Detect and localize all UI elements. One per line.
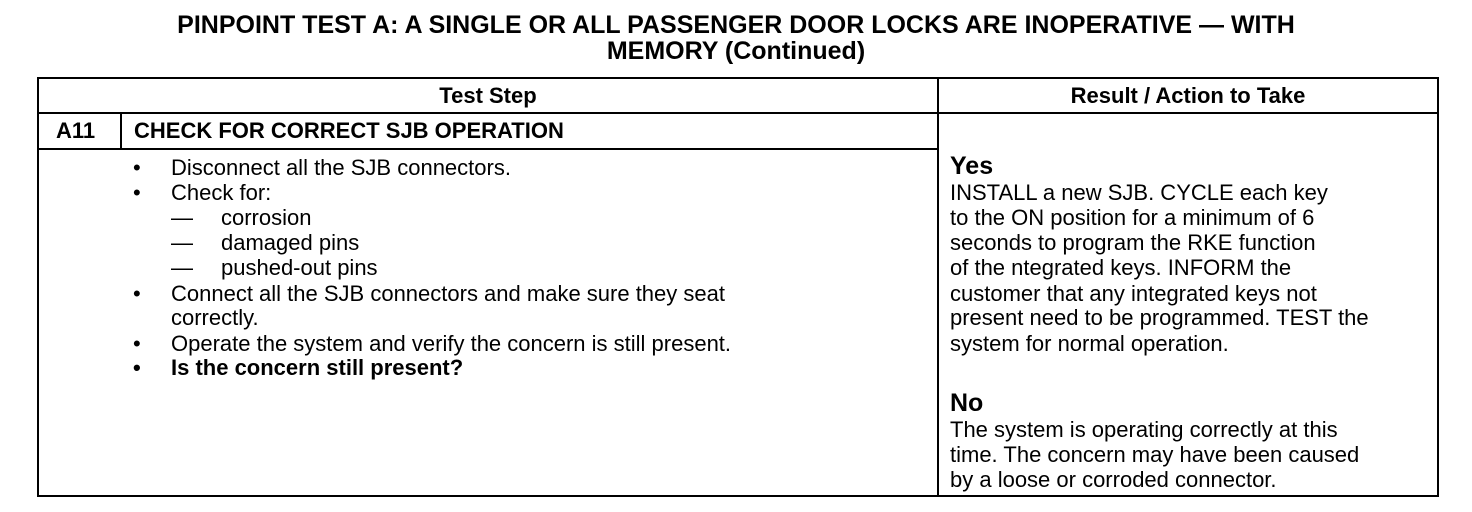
dash-icon: —	[171, 255, 193, 280]
sub-item: corrosion	[221, 205, 312, 230]
sub-item: damaged pins	[221, 230, 360, 255]
instruction-item: Disconnect all the SJB connectors.	[171, 155, 511, 180]
column-divider	[937, 77, 939, 497]
instruction-item: Operate the system and verify the concern is still present.	[171, 331, 732, 356]
table-border-top	[37, 77, 1439, 79]
step-heading: CHECK FOR CORRECT SJB OPERATION	[134, 118, 564, 143]
step-id: A11	[56, 118, 96, 143]
header-divider	[37, 112, 1439, 114]
yes-action-line: of the ntegrated keys. INFORM the	[950, 255, 1292, 280]
dash-icon: —	[171, 205, 193, 230]
no-action-line: The system is operating correctly at this	[950, 417, 1338, 442]
page-title	[0, 12, 1472, 64]
no-action-line: by a loose or corroded connector.	[950, 467, 1277, 492]
yes-action-line: INSTALL a new SJB. CYCLE each key	[950, 180, 1328, 205]
step-heading-divider	[37, 148, 939, 150]
bullet-icon: •	[133, 155, 141, 180]
bullet-icon: •	[133, 355, 141, 380]
no-action-line: time. The concern may have been caused	[950, 442, 1360, 467]
yes-action-line: to the ON position for a minimum of 6	[950, 205, 1315, 230]
yes-action-line: customer that any integrated keys not	[950, 281, 1317, 306]
sub-item: pushed-out pins	[221, 255, 378, 280]
bullet-icon: •	[133, 331, 141, 356]
table-border-left	[37, 77, 39, 497]
header-test-step: Test Step	[439, 83, 537, 108]
instruction-item: Check for:	[171, 180, 272, 205]
yes-label: Yes	[950, 152, 994, 180]
title-line-1: PINPOINT TEST A: A SINGLE OR ALL PASSENGER DOOR LOCKS ARE INOPERATIVE — WITH	[177, 11, 1295, 39]
header-result: Result / Action to Take	[1070, 83, 1306, 108]
yes-action-line: seconds to program the RKE function	[950, 230, 1316, 255]
dash-icon: —	[171, 230, 193, 255]
table-border-right	[1437, 77, 1439, 497]
instruction-item-continued: correctly.	[171, 305, 259, 330]
bullet-icon: •	[133, 180, 141, 205]
no-label: No	[950, 389, 984, 417]
instruction-question: Is the concern still present?	[171, 355, 464, 380]
yes-action-line: present need to be programmed. TEST the	[950, 305, 1369, 330]
title-line-2: MEMORY (Continued)	[606, 37, 866, 65]
table-border-bottom	[37, 495, 1439, 497]
bullet-icon: •	[133, 281, 141, 306]
instruction-item: Connect all the SJB connectors and make sure they seat	[171, 281, 725, 306]
step-id-divider	[120, 112, 122, 150]
yes-action-line: system for normal operation.	[950, 331, 1229, 356]
